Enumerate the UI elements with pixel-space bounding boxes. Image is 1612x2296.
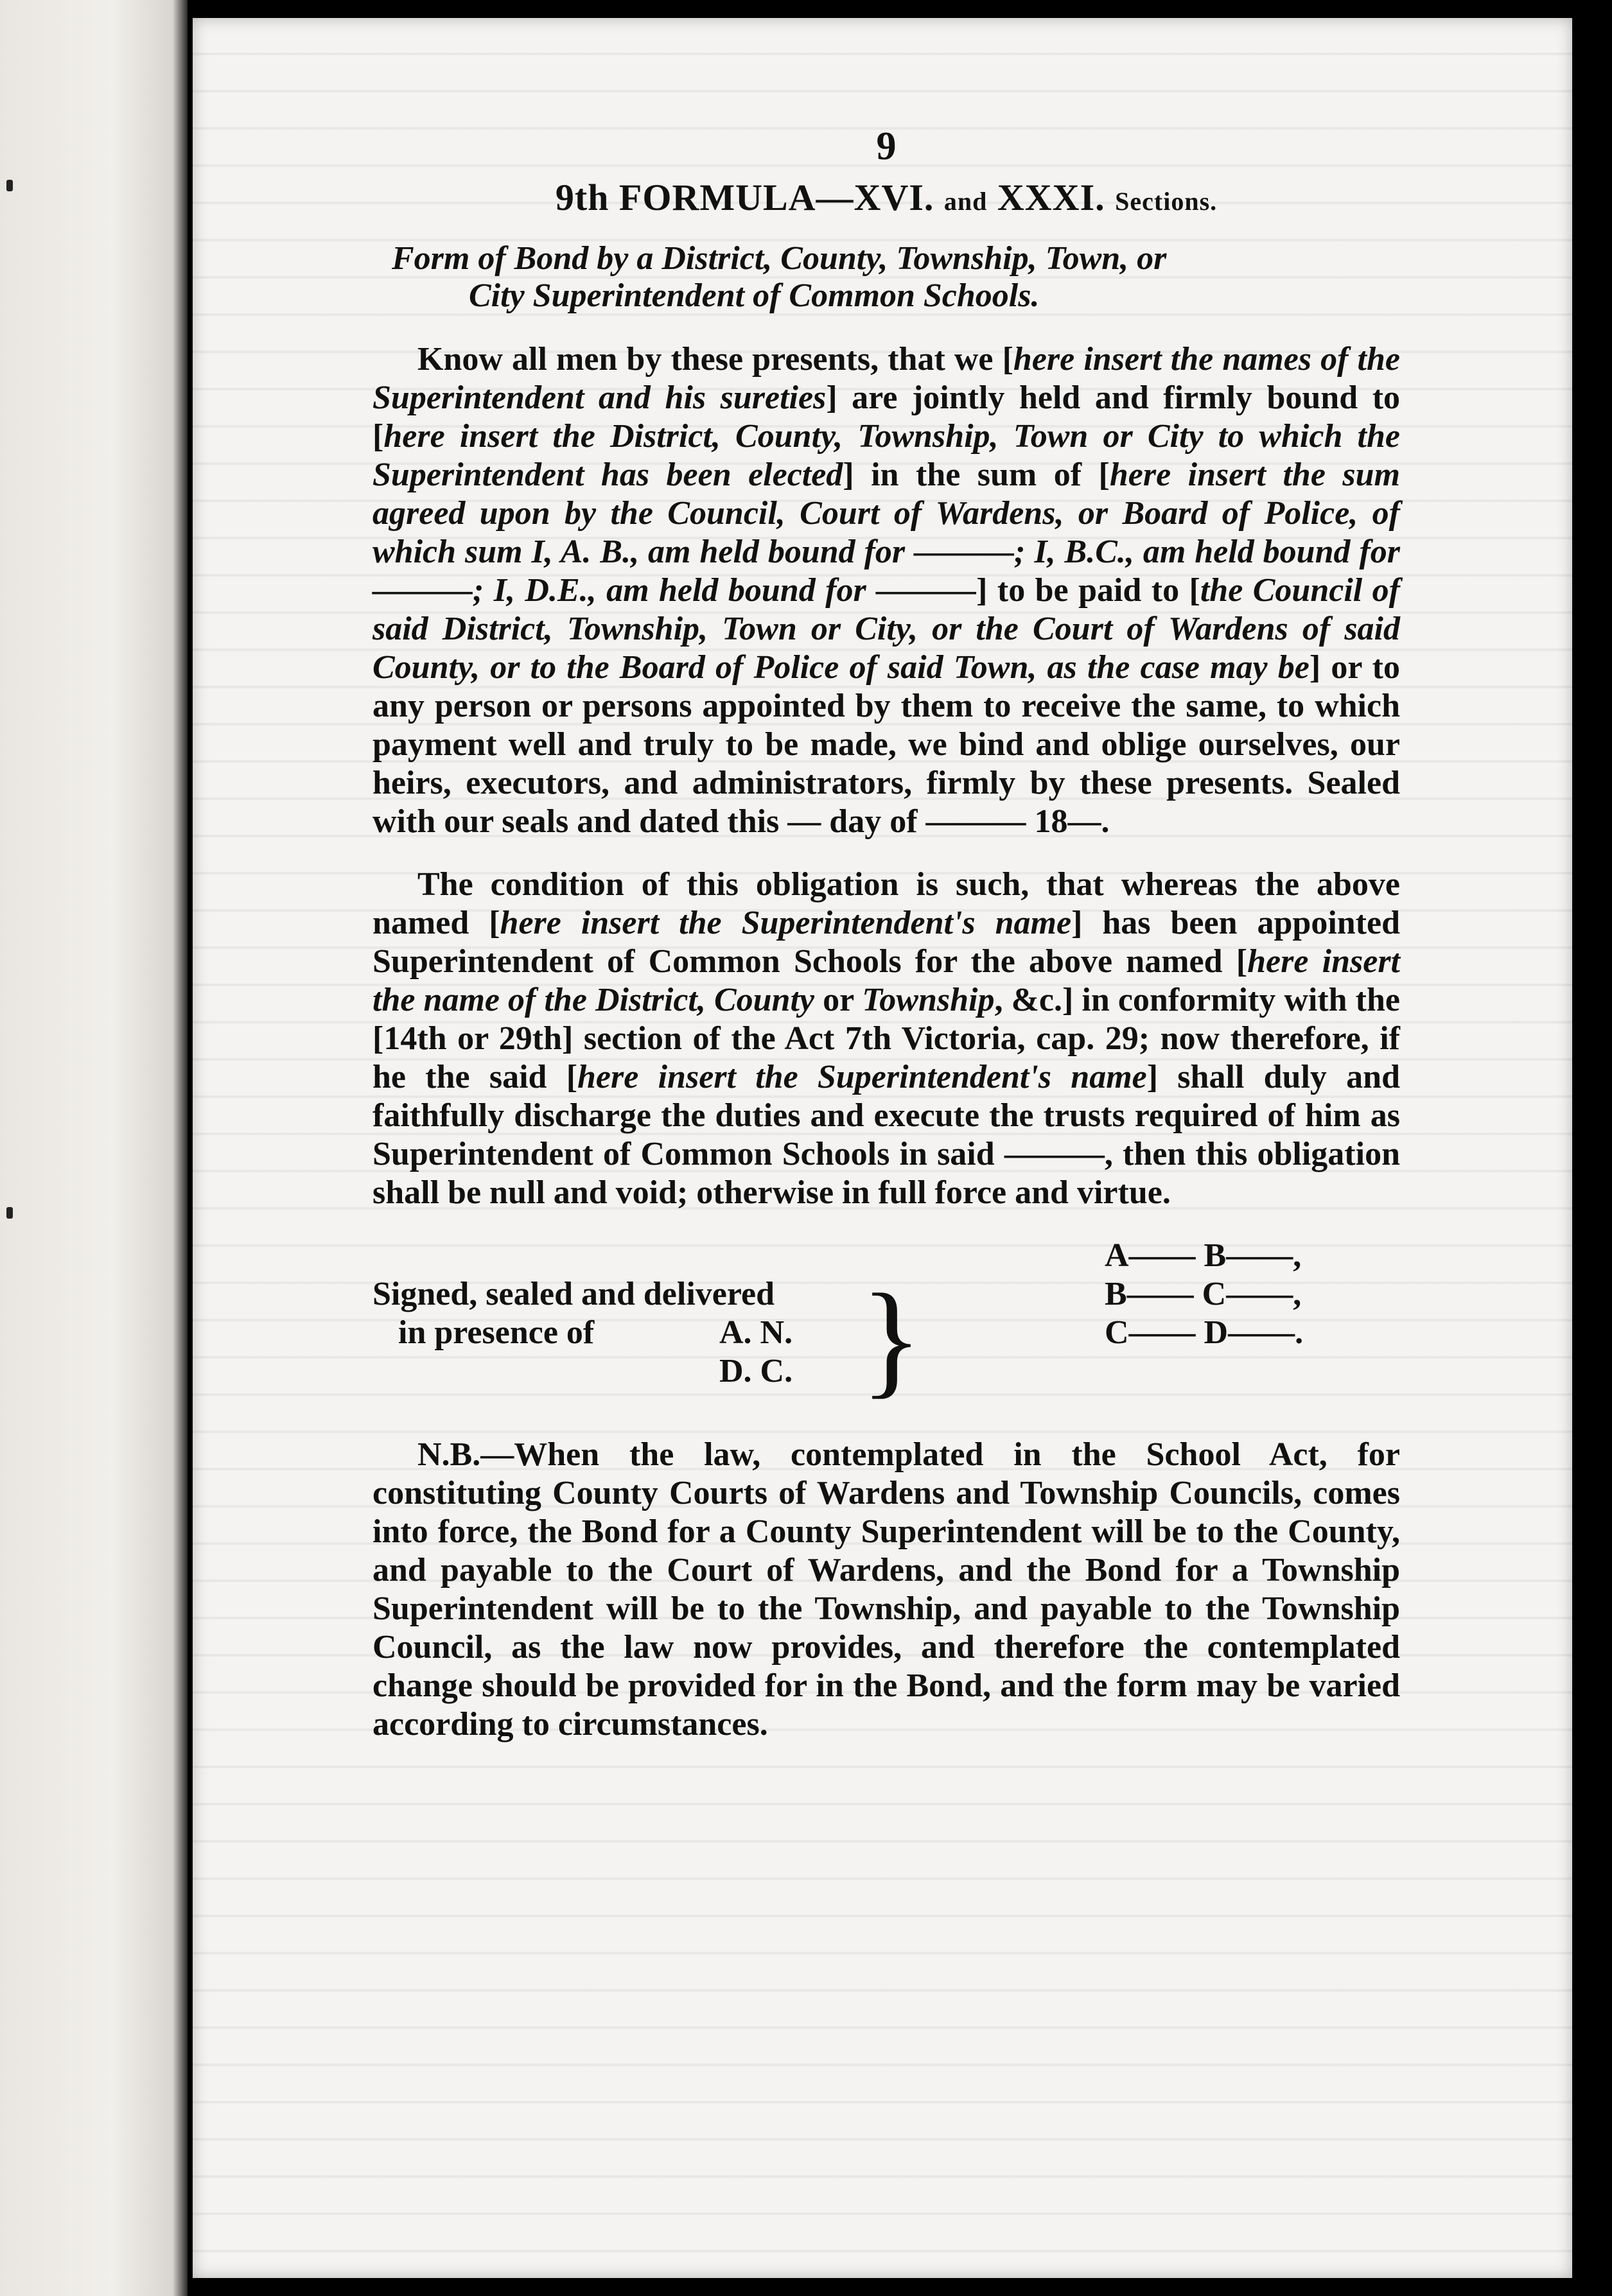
- signatory-name: B—— C——,: [1105, 1276, 1302, 1312]
- bond-text: Know all men by these presents, that we [: [417, 341, 1013, 378]
- condition-text: ] has been appointed Superintendent of Common Schools for the above named [: [372, 905, 1400, 980]
- form-title-line2: City Superintendent of Common Schools.: [469, 277, 1040, 314]
- witness-2: D. C.: [719, 1353, 793, 1389]
- bond-text: ] in the sum of [: [843, 457, 1110, 493]
- nota-bene-paragraph: [372, 1436, 1400, 1744]
- binding-mark: [6, 180, 13, 191]
- condition-text: , &c.] in conformity with the [14th or 29th] section of the Act 7th Victoria, cap. 29; now therefore, if he the said [: [372, 982, 1400, 1095]
- heading-sections: Sections.: [1115, 187, 1218, 216]
- condition-insert: here insert the Superintendent's name: [577, 1059, 1147, 1095]
- signatory-name: A—— B——,: [1105, 1237, 1302, 1274]
- bond-insert: here insert the sum agreed upon by the Council, Court of Wardens, or Board of Police, of which sum I, A. B., am held bound for ———; I, B.C., am held bound for ———; I, D.E., am held bound for ———: [372, 457, 1401, 609]
- bond-text: ] are jointly held and firmly bound to [: [372, 379, 1401, 455]
- page-content: [372, 127, 1400, 1768]
- signed-sealed-label: Signed, sealed and delivered: [372, 1276, 775, 1312]
- heading-sections-numbers: XXXI.: [987, 177, 1116, 218]
- heading-formula: 9th FORMULA—XVI.: [555, 177, 944, 218]
- bond-text: ] to be paid to [: [976, 572, 1200, 609]
- form-title: [372, 240, 1400, 315]
- page-number: 9: [876, 125, 897, 168]
- presence-label: in presence of: [398, 1314, 595, 1351]
- condition-insert: here insert the name of the District, County: [372, 943, 1400, 1018]
- bond-insert: here insert the names of the Superintendent and his sureties: [372, 341, 1400, 416]
- condition-text: The condition of this obligation is such, that whereas the above named [: [372, 866, 1400, 941]
- bond-insert: the Council of said District, Township, Town or City, or the Court of Wardens of said County, or to the Board of Police of said Town, as the case may be: [372, 572, 1400, 686]
- bond-text: ] or to any person or persons appointed by them to receive the same, to which payment well and truly to be made, we bind and oblige ourselves, our heirs, executors, and administrators, firmly by these presents. Sealed with our seals and dated this — day of ——— 18—.: [372, 649, 1400, 840]
- previous-page-edge: [0, 0, 188, 2296]
- nota-bene-text: N.B.—When the law, contemplated in the School Act, for constituting County Courts of Wardens and Township Councils, comes into force, the Bond for a County Superintendent will be to the County, and payable to the Court of Wardens, and the Bond for a Township Superintendent will be to the Township, and payable to the Township Council, as the law now provides, and therefore the contemplated change should be provided for in the Bond, and the form may be varied according to circumstances.: [372, 1436, 1400, 1743]
- witness-1: A. N.: [719, 1314, 793, 1351]
- condition-text: ] shall duly and faithfully discharge the duties and execute the trusts required of him as Superintendent of Common Schools in said ———, then this obligation shall be null and void; otherwise in full force and virtue.: [372, 1059, 1400, 1211]
- condition-insert: here insert the Superintendent's name: [500, 905, 1072, 941]
- signature-block: [372, 1237, 1400, 1410]
- signatory-name: C—— D——.: [1105, 1314, 1304, 1351]
- document-page: [193, 18, 1572, 2278]
- condition-text: or: [814, 982, 863, 1018]
- signatory-names: [1105, 1237, 1303, 1352]
- bond-insert: here insert the District, County, Township, Town or City to which the Superintendent has been elected: [372, 418, 1400, 493]
- condition-paragraph: [372, 865, 1400, 1212]
- brace-glyph: }: [861, 1268, 922, 1410]
- binding-mark: [6, 1207, 13, 1219]
- bond-paragraph: [372, 340, 1400, 841]
- form-title-line1: Form of Bond by a District, County, Township, Town, or: [392, 240, 1167, 277]
- heading-and: and: [943, 187, 988, 216]
- condition-insert: Township: [862, 982, 995, 1018]
- page-heading: [372, 178, 1400, 221]
